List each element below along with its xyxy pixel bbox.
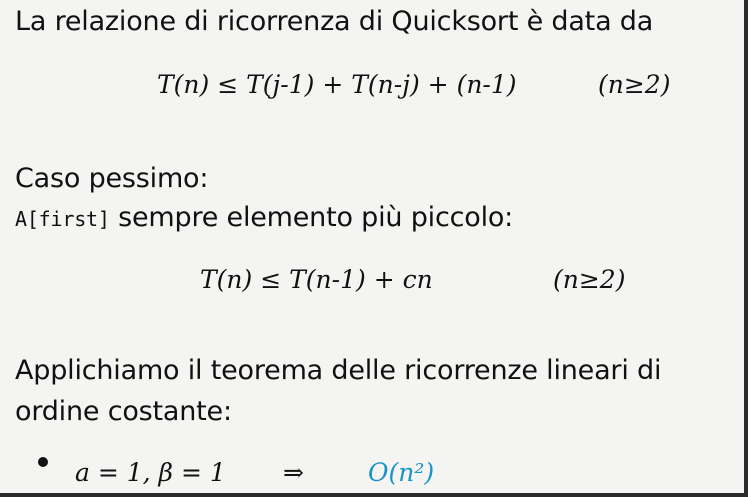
apply-theorem-line1: Applichiamo il teorema delle ricorrenze lineari di bbox=[15, 355, 662, 386]
bullet-parameters: a = 1, β = 1 bbox=[75, 458, 226, 487]
worst-case-equation: T(n) ≤ T(n-1) + cn bbox=[200, 265, 433, 294]
intro-text: La relazione di ricorrenza di Quicksort è data da bbox=[15, 6, 654, 37]
worst-case-condition: (n≥2) bbox=[553, 265, 626, 294]
recurrence-condition: (n≥2) bbox=[598, 70, 671, 99]
worst-case-description bbox=[15, 202, 513, 233]
worst-case-title: Caso pessimo: bbox=[15, 163, 209, 194]
implies-arrow-icon: ⇒ bbox=[283, 458, 304, 487]
bullet-icon bbox=[38, 457, 48, 467]
apply-theorem-line2: ordine costante: bbox=[15, 396, 232, 427]
worst-case-text: sempre elemento più piccolo: bbox=[118, 202, 514, 233]
complexity-result: O(n²) bbox=[368, 458, 435, 487]
code-a-first: A[first] bbox=[15, 207, 110, 231]
recurrence-equation: T(n) ≤ T(j-1) + T(n-j) + (n-1) bbox=[157, 70, 517, 99]
